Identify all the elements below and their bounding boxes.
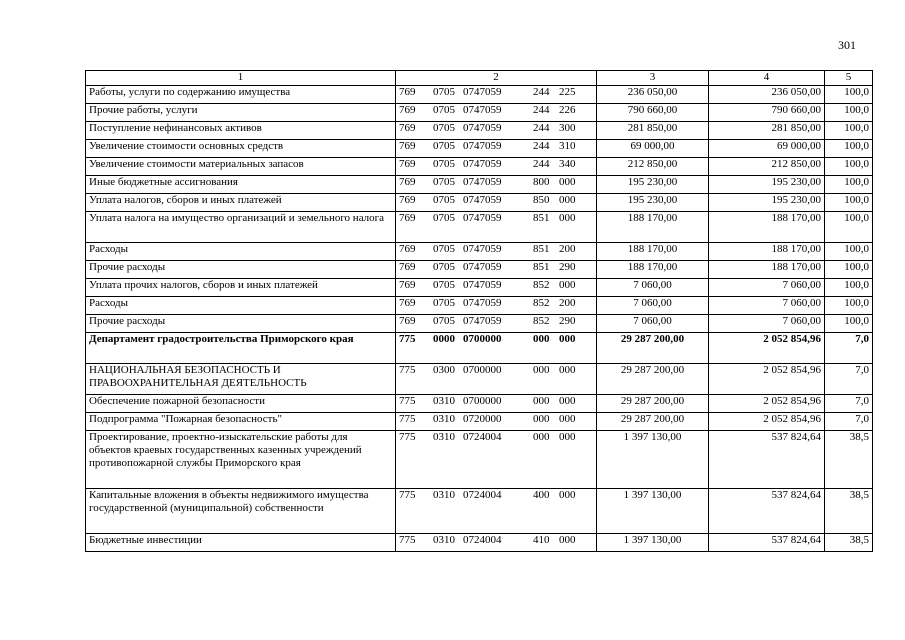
code-part: 0705 [433, 315, 455, 327]
actual-amount: 7 060,00 [709, 297, 825, 315]
planned-amount: 281 850,00 [597, 122, 709, 140]
percent-done: 100,0 [825, 315, 873, 333]
row-name: Увеличение стоимости материальных запасов [86, 158, 396, 176]
code-part: 0310 [433, 534, 455, 546]
row-codes [396, 489, 597, 534]
table-row [86, 395, 873, 413]
code-part: 0705 [433, 261, 455, 273]
code-part: 775 [399, 413, 416, 425]
percent-done: 100,0 [825, 176, 873, 194]
actual-amount: 69 000,00 [709, 140, 825, 158]
percent-done: 100,0 [825, 297, 873, 315]
code-part: 851 [533, 243, 550, 255]
code-part: 000 [533, 364, 550, 376]
code-part: 200 [559, 243, 576, 255]
code-part: 0724004 [463, 489, 502, 501]
row-codes [396, 395, 597, 413]
actual-amount: 2 052 854,96 [709, 364, 825, 395]
code-part: 769 [399, 279, 416, 291]
code-part: 0747059 [463, 122, 502, 134]
code-part: 769 [399, 315, 416, 327]
code-part: 400 [533, 489, 550, 501]
row-name: Прочие расходы [86, 261, 396, 279]
percent-done: 100,0 [825, 279, 873, 297]
percent-done: 100,0 [825, 140, 873, 158]
code-part: 769 [399, 194, 416, 206]
percent-done: 100,0 [825, 158, 873, 176]
code-part: 000 [559, 364, 576, 376]
row-codes [396, 122, 597, 140]
code-part: 000 [533, 413, 550, 425]
table-header-row [86, 71, 873, 86]
code-part: 0747059 [463, 194, 502, 206]
row-name: Проектирование, проектно-изыскательские работы для объектов краевых государственных казенных учреждений противопожарной службы Приморского края [86, 431, 396, 489]
row-name: Прочие расходы [86, 315, 396, 333]
code-part: 769 [399, 261, 416, 273]
table-row [86, 158, 873, 176]
percent-done: 7,0 [825, 413, 873, 431]
code-part: 851 [533, 212, 550, 224]
row-name: НАЦИОНАЛЬНАЯ БЕЗОПАСНОСТЬ И ПРАВООХРАНИТЕЛЬНАЯ ДЕЯТЕЛЬНОСТЬ [86, 364, 396, 395]
table-row [86, 315, 873, 333]
row-codes [396, 140, 597, 158]
code-part: 0747059 [463, 261, 502, 273]
code-part: 000 [559, 176, 576, 188]
row-name: Иные бюджетные ассигнования [86, 176, 396, 194]
planned-amount: 1 397 130,00 [597, 431, 709, 489]
row-codes [396, 279, 597, 297]
code-part: 000 [559, 489, 576, 501]
column-header: 3 [597, 71, 709, 86]
code-part: 000 [533, 395, 550, 407]
row-codes [396, 158, 597, 176]
code-part: 0705 [433, 86, 455, 98]
code-part: 200 [559, 297, 576, 309]
table-row [86, 243, 873, 261]
row-codes [396, 431, 597, 489]
row-codes [396, 364, 597, 395]
code-part: 769 [399, 122, 416, 134]
actual-amount: 212 850,00 [709, 158, 825, 176]
actual-amount: 7 060,00 [709, 279, 825, 297]
code-part: 0747059 [463, 297, 502, 309]
actual-amount: 537 824,64 [709, 534, 825, 552]
budget-table [85, 70, 873, 552]
code-part: 000 [559, 333, 576, 345]
actual-amount: 7 060,00 [709, 315, 825, 333]
row-name: Работы, услуги по содержанию имущества [86, 86, 396, 104]
actual-amount: 195 230,00 [709, 176, 825, 194]
planned-amount: 790 660,00 [597, 104, 709, 122]
planned-amount: 29 287 200,00 [597, 333, 709, 364]
row-codes [396, 86, 597, 104]
code-part: 0705 [433, 140, 455, 152]
code-part: 244 [533, 86, 550, 98]
code-part: 244 [533, 158, 550, 170]
row-codes [396, 534, 597, 552]
code-part: 244 [533, 104, 550, 116]
percent-done: 100,0 [825, 104, 873, 122]
code-part: 0310 [433, 413, 455, 425]
code-part: 226 [559, 104, 576, 116]
row-name: Расходы [86, 243, 396, 261]
code-part: 0724004 [463, 431, 502, 443]
row-name: Уплата прочих налогов, сборов и иных платежей [86, 279, 396, 297]
code-part: 300 [559, 122, 576, 134]
table-row [86, 413, 873, 431]
percent-done: 100,0 [825, 122, 873, 140]
code-part: 000 [559, 212, 576, 224]
column-header: 1 [86, 71, 396, 86]
page-number: 301 [838, 38, 856, 52]
row-codes [396, 333, 597, 364]
code-part: 310 [559, 140, 576, 152]
actual-amount: 195 230,00 [709, 194, 825, 212]
table-row [86, 364, 873, 395]
percent-done: 100,0 [825, 261, 873, 279]
table-row [86, 279, 873, 297]
code-part: 000 [559, 279, 576, 291]
code-part: 0705 [433, 279, 455, 291]
planned-amount: 69 000,00 [597, 140, 709, 158]
planned-amount: 29 287 200,00 [597, 395, 709, 413]
planned-amount: 188 170,00 [597, 243, 709, 261]
actual-amount: 236 050,00 [709, 86, 825, 104]
code-part: 0724004 [463, 534, 502, 546]
code-part: 000 [559, 431, 576, 443]
table-row [86, 261, 873, 279]
code-part: 0000 [433, 333, 455, 345]
code-part: 290 [559, 261, 576, 273]
percent-done: 100,0 [825, 194, 873, 212]
code-part: 769 [399, 140, 416, 152]
table-row [86, 333, 873, 364]
table-row [86, 140, 873, 158]
code-part: 775 [399, 489, 416, 501]
code-part: 000 [533, 333, 550, 345]
code-part: 775 [399, 395, 416, 407]
code-part: 0310 [433, 431, 455, 443]
code-part: 852 [533, 315, 550, 327]
actual-amount: 188 170,00 [709, 261, 825, 279]
row-name: Департамент градостроительства Приморского края [86, 333, 396, 364]
table-row [86, 122, 873, 140]
code-part: 0705 [433, 194, 455, 206]
percent-done: 7,0 [825, 395, 873, 413]
table-row [86, 176, 873, 194]
planned-amount: 195 230,00 [597, 176, 709, 194]
planned-amount: 236 050,00 [597, 86, 709, 104]
row-name: Уплата налогов, сборов и иных платежей [86, 194, 396, 212]
actual-amount: 188 170,00 [709, 212, 825, 243]
code-part: 0705 [433, 243, 455, 255]
code-part: 0310 [433, 395, 455, 407]
code-part: 769 [399, 176, 416, 188]
row-name: Обеспечение пожарной безопасности [86, 395, 396, 413]
planned-amount: 195 230,00 [597, 194, 709, 212]
table-row [86, 86, 873, 104]
code-part: 0747059 [463, 243, 502, 255]
table-row [86, 194, 873, 212]
actual-amount: 790 660,00 [709, 104, 825, 122]
actual-amount: 537 824,64 [709, 489, 825, 534]
column-header: 5 [825, 71, 873, 86]
code-part: 0705 [433, 297, 455, 309]
code-part: 000 [559, 534, 576, 546]
code-part: 0747059 [463, 158, 502, 170]
planned-amount: 7 060,00 [597, 279, 709, 297]
code-part: 769 [399, 158, 416, 170]
planned-amount: 7 060,00 [597, 315, 709, 333]
row-codes [396, 243, 597, 261]
planned-amount: 29 287 200,00 [597, 364, 709, 395]
code-part: 0747059 [463, 176, 502, 188]
table-row [86, 489, 873, 534]
planned-amount: 188 170,00 [597, 261, 709, 279]
code-part: 769 [399, 86, 416, 98]
row-name: Прочие работы, услуги [86, 104, 396, 122]
code-part: 0700000 [463, 333, 502, 345]
code-part: 000 [559, 194, 576, 206]
code-part: 0300 [433, 364, 455, 376]
table-row [86, 297, 873, 315]
row-name: Капитальные вложения в объекты недвижимого имущества государственной (муниципальной) собственности [86, 489, 396, 534]
code-part: 000 [559, 413, 576, 425]
column-header: 4 [709, 71, 825, 86]
code-part: 290 [559, 315, 576, 327]
percent-done: 100,0 [825, 86, 873, 104]
code-part: 775 [399, 431, 416, 443]
planned-amount: 1 397 130,00 [597, 489, 709, 534]
row-codes [396, 194, 597, 212]
code-part: 0705 [433, 158, 455, 170]
code-part: 0747059 [463, 104, 502, 116]
row-name: Увеличение стоимости основных средств [86, 140, 396, 158]
row-name: Уплата налога на имущество организаций и земельного налога [86, 212, 396, 243]
planned-amount: 7 060,00 [597, 297, 709, 315]
row-name: Бюджетные инвестиции [86, 534, 396, 552]
row-name: Расходы [86, 297, 396, 315]
percent-done: 100,0 [825, 212, 873, 243]
code-part: 0747059 [463, 140, 502, 152]
row-name: Подпрограмма "Пожарная безопасность" [86, 413, 396, 431]
actual-amount: 188 170,00 [709, 243, 825, 261]
code-part: 0720000 [463, 413, 502, 425]
row-codes [396, 104, 597, 122]
table-row [86, 534, 873, 552]
row-codes [396, 297, 597, 315]
table-row [86, 431, 873, 489]
code-part: 410 [533, 534, 550, 546]
table-row [86, 212, 873, 243]
column-header: 2 [396, 71, 597, 86]
percent-done: 38,5 [825, 489, 873, 534]
percent-done: 7,0 [825, 333, 873, 364]
row-codes [396, 413, 597, 431]
code-part: 850 [533, 194, 550, 206]
code-part: 775 [399, 333, 416, 345]
code-part: 775 [399, 364, 416, 376]
code-part: 0705 [433, 176, 455, 188]
planned-amount: 188 170,00 [597, 212, 709, 243]
actual-amount: 2 052 854,96 [709, 413, 825, 431]
code-part: 769 [399, 212, 416, 224]
row-name: Поступление нефинансовых активов [86, 122, 396, 140]
actual-amount: 2 052 854,96 [709, 333, 825, 364]
code-part: 000 [559, 395, 576, 407]
code-part: 775 [399, 534, 416, 546]
code-part: 0700000 [463, 395, 502, 407]
percent-done: 38,5 [825, 431, 873, 489]
planned-amount: 1 397 130,00 [597, 534, 709, 552]
row-codes [396, 315, 597, 333]
table-row [86, 104, 873, 122]
code-part: 0705 [433, 122, 455, 134]
row-codes [396, 212, 597, 243]
row-codes [396, 261, 597, 279]
code-part: 851 [533, 261, 550, 273]
code-part: 225 [559, 86, 576, 98]
planned-amount: 212 850,00 [597, 158, 709, 176]
code-part: 340 [559, 158, 576, 170]
planned-amount: 29 287 200,00 [597, 413, 709, 431]
code-part: 0747059 [463, 86, 502, 98]
code-part: 000 [533, 431, 550, 443]
percent-done: 7,0 [825, 364, 873, 395]
code-part: 0747059 [463, 279, 502, 291]
code-part: 0700000 [463, 364, 502, 376]
code-part: 244 [533, 122, 550, 134]
actual-amount: 281 850,00 [709, 122, 825, 140]
code-part: 0310 [433, 489, 455, 501]
code-part: 800 [533, 176, 550, 188]
code-part: 852 [533, 297, 550, 309]
row-codes [396, 176, 597, 194]
code-part: 769 [399, 104, 416, 116]
percent-done: 38,5 [825, 534, 873, 552]
actual-amount: 2 052 854,96 [709, 395, 825, 413]
code-part: 852 [533, 279, 550, 291]
percent-done: 100,0 [825, 243, 873, 261]
actual-amount: 537 824,64 [709, 431, 825, 489]
code-part: 0705 [433, 212, 455, 224]
code-part: 244 [533, 140, 550, 152]
code-part: 0747059 [463, 315, 502, 327]
code-part: 769 [399, 243, 416, 255]
code-part: 0705 [433, 104, 455, 116]
code-part: 769 [399, 297, 416, 309]
code-part: 0747059 [463, 212, 502, 224]
